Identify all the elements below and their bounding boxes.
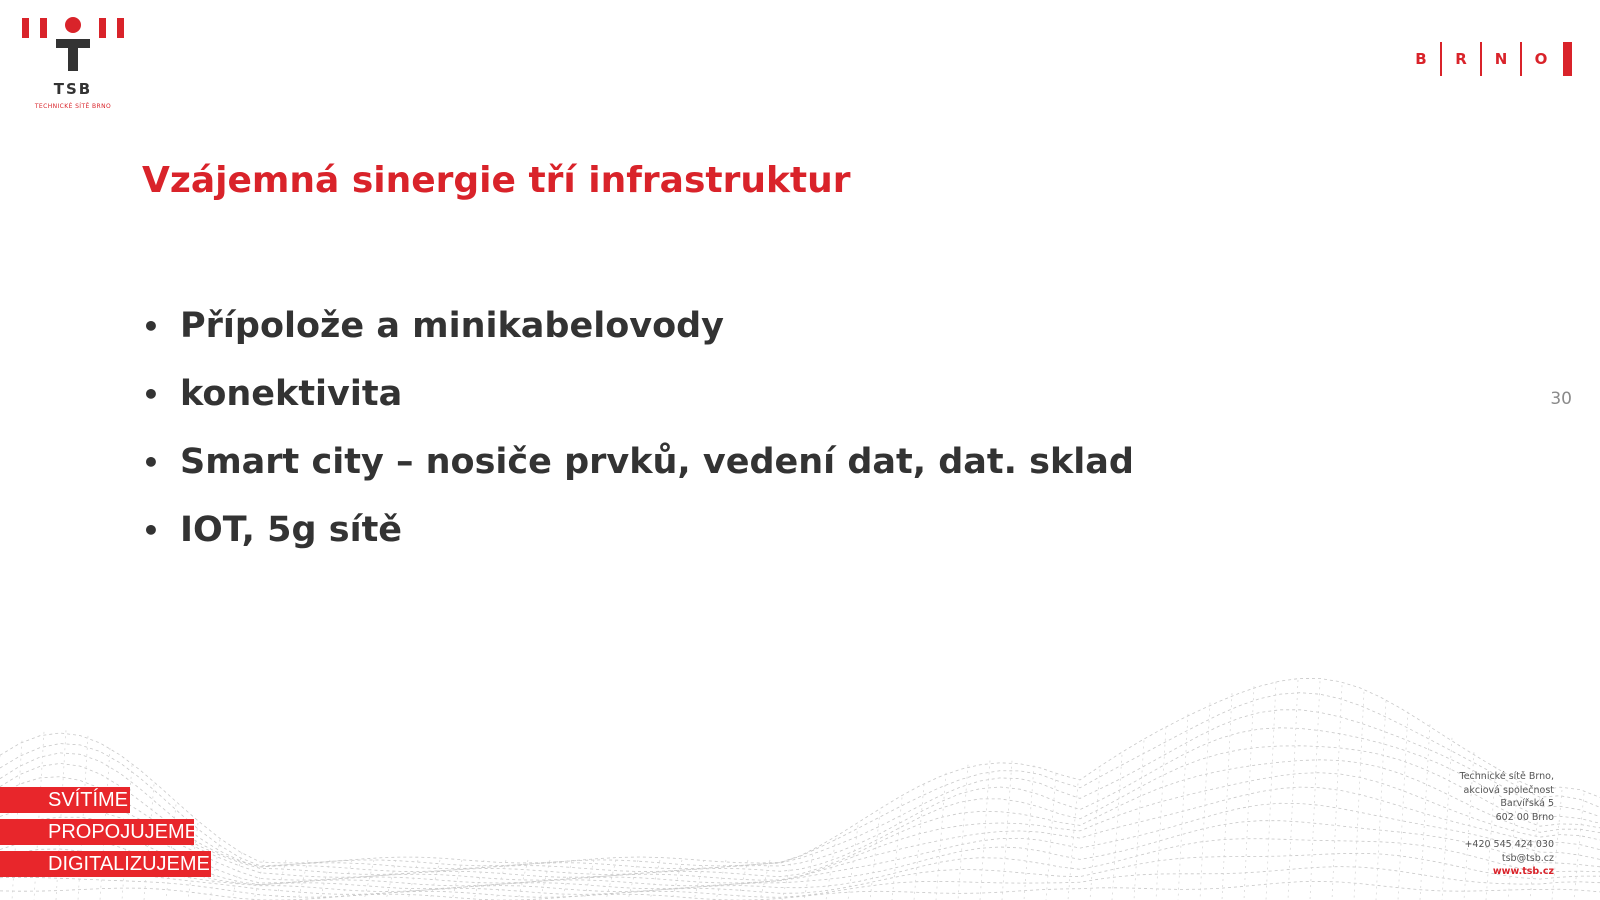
brno-logo [1407, 42, 1572, 76]
contact-email[interactable]: tsb@tsb.cz [1501, 852, 1554, 864]
tsb-logo-mark-icon [22, 16, 124, 78]
brno-letter-n: N [1494, 50, 1508, 68]
bullet-text: Přípolože a minikabelovody [180, 306, 724, 346]
bullet-item [142, 360, 1134, 428]
bullet-text: IOT, 5g sítě [180, 510, 403, 550]
bullet-dot-icon: • [142, 513, 160, 547]
wave-mesh-decoration [0, 620, 1600, 900]
company-type: akciová společnost [1463, 784, 1554, 796]
bullet-list [142, 292, 1134, 564]
brno-divider [1440, 42, 1442, 76]
contact-website-link[interactable]: www.tsb.cz [1492, 866, 1554, 877]
tsb-logo-text: TSB [53, 80, 93, 98]
brno-end-bar [1563, 42, 1572, 76]
bullet-item [142, 292, 1134, 360]
contact-info [1460, 770, 1554, 879]
bullet-text: Smart city – nosiče prvků, vedení dat, dat. sklad [180, 442, 1134, 482]
brno-divider [1480, 42, 1482, 76]
slogan-banner: DIGITALIZUJEME [0, 851, 211, 877]
company-name: Technické sítě Brno, [1459, 771, 1554, 782]
brno-letter-r: R [1455, 50, 1467, 68]
bullet-dot-icon: • [142, 377, 160, 411]
contact-spacer [1460, 824, 1554, 838]
contact-phone: +420 545 424 030 [1464, 839, 1554, 850]
slogan-banner: SVÍTÍME [0, 787, 130, 813]
page-number: 30 [1550, 389, 1572, 409]
tsb-logo [22, 16, 124, 116]
brno-divider [1520, 42, 1522, 76]
bullet-dot-icon: • [142, 445, 160, 479]
address-city: 602 00 Brno [1495, 811, 1554, 823]
slide-title: Vzájemná sinergie tří infrastruktur [142, 160, 851, 201]
address-street: Barvířská 5 [1500, 798, 1554, 809]
tsb-logo-subtitle: TECHNICKÉ SÍTĚ BRNO [34, 103, 112, 110]
bullet-text: konektivita [180, 374, 403, 414]
slogan-banner: PROPOJUJEME [0, 819, 194, 845]
brno-letter-o: O [1534, 50, 1548, 68]
bullet-item [142, 428, 1134, 496]
bullet-item [142, 496, 1134, 564]
brno-letter-b: B [1415, 50, 1427, 68]
bullet-dot-icon: • [142, 309, 160, 343]
